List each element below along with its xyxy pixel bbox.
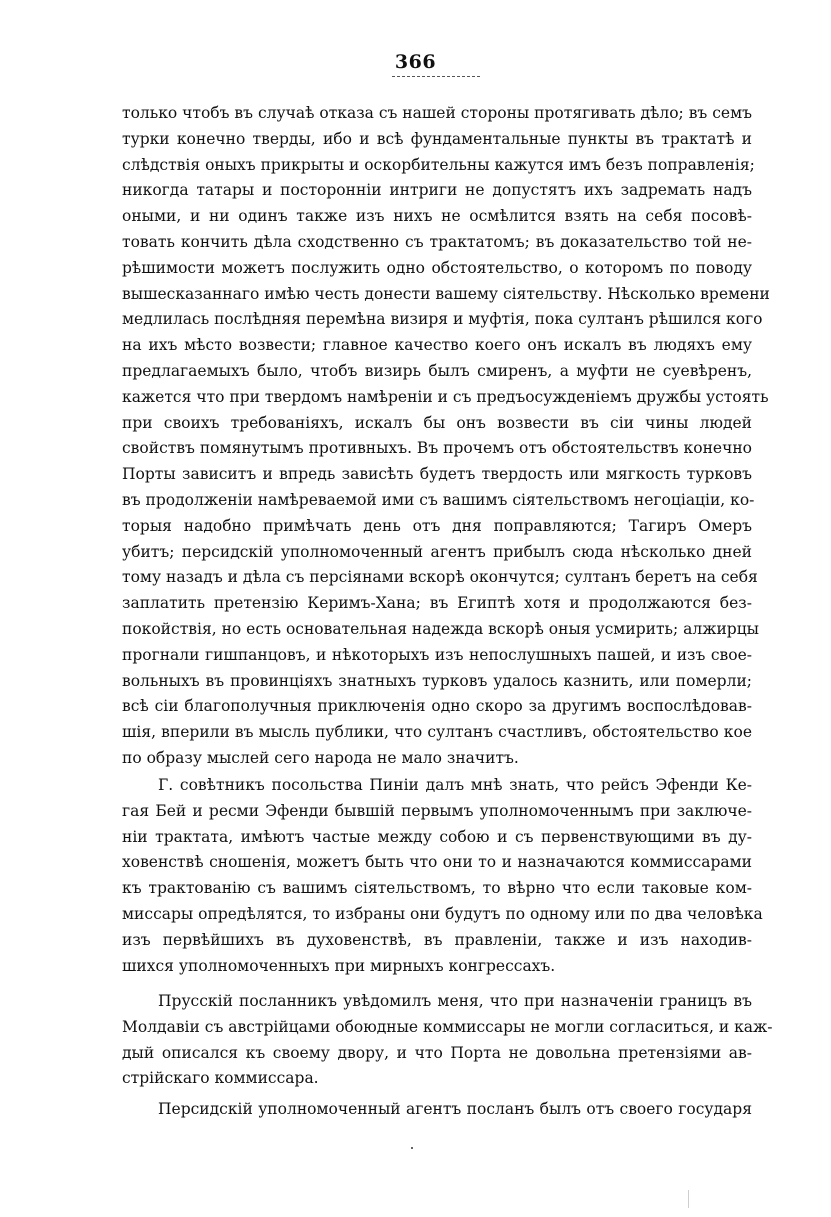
text-line: ховенствѣ сношенія, можетъ быть что они то и назначаются коммиссарами (122, 853, 752, 872)
text-line: въ продолженіи намѣреваемой ими съ вашимъ сіятельствомъ негоціаціи, ко- (122, 490, 755, 509)
text-line: при своихъ требованіяхъ, искалъ бы онъ возвести въ сіи чины людей (122, 413, 752, 432)
text-line: турки конечно тверды, ибо и всѣ фундаментальные пункты въ трактатѣ и (122, 129, 752, 148)
text-line: миссары опредѣлятся, то избраны они будутъ по одному или по два человѣка (122, 904, 763, 923)
text-line: шія, вперили въ мысль публики, что султанъ счастливъ, обстоятельство кое (122, 723, 752, 742)
text-line: Молдавіи съ австрійцами обоюдные коммиссары не могли согласиться, и каж- (122, 1017, 773, 1036)
text-line: никогда татары и посторонніи интриги не допустятъ ихъ задремать надъ (122, 181, 752, 200)
text-line: всѣ сіи благополучныя приключенія одно скоро за другимъ воспослѣдовав- (122, 697, 752, 716)
text-line: свойствъ помянутымъ противныхъ. Въ прочемъ отъ обстоятельствъ конечно (122, 439, 752, 458)
text-line: изъ первѣйшихъ въ духовенствѣ, въ правленіи, также и изъ находив- (122, 930, 752, 949)
text-line: прогнали гишпанцовъ, и нѣкоторыхъ изъ непослушныхъ пашей, и изъ свое- (122, 645, 752, 664)
text-line: медлилась послѣдняя перемѣна визиря и муфтія, пока султанъ рѣшился кого (122, 310, 763, 329)
text-line: вольныхъ въ провинціяхъ знатныхъ турковъ удалось казнить, или померли; (122, 671, 752, 690)
paragraph (122, 1097, 752, 1123)
header-rule (392, 76, 480, 77)
text-line: кажется что при твердомъ намѣреніи и съ предъосужденіемъ дружбы устоять (122, 387, 769, 406)
page-number: 366 (394, 51, 437, 73)
text-line: рѣшимости можетъ послужить одно обстоятельство, о которомъ по поводу (122, 258, 752, 277)
text-line: ніи трактата, имѣютъ частые между собою и съ первенствующими въ ду- (122, 827, 752, 846)
text-line: товать кончить дѣла сходственно съ трактатомъ; въ доказательство той не- (122, 232, 752, 251)
text-line: предлагаемыхъ было, чтобъ визирь былъ смиренъ, а муфти не суевѣренъ, (122, 361, 752, 380)
paragraph (122, 773, 763, 979)
paragraph (122, 101, 770, 772)
scan-mark (688, 1190, 689, 1208)
text-line: оными, и ни одинъ также изъ нихъ не осмѣлится взять на себя посовѣ- (122, 207, 752, 226)
text-line: гая Бей и ресми Эфенди бывшій первымъ уполномоченнымъ при заключе- (122, 801, 752, 820)
text-line: на ихъ мѣсто возвести; главное качество коего онъ искалъ въ людяхъ ему (122, 336, 752, 355)
text-line: дый описался къ своему двору, и что Порта не довольна претензіями ав- (122, 1043, 752, 1062)
text-line: Персидскій уполномоченный агентъ посланъ былъ отъ своего государя (158, 1100, 752, 1118)
text-line: торыя надобно примѣчать день отъ дня поправляются; Тагиръ Омеръ (122, 516, 752, 535)
ink-speck (411, 1147, 413, 1149)
text-line: покойствія, но есть основательная надежда вскорѣ оныя усмирить; алжирцы (122, 619, 760, 638)
text-line: по образу мыслей сего народа не мало значитъ. (122, 748, 519, 767)
text-line: къ трактованію съ вашимъ сіятельствомъ, то вѣрно что если таковые ком- (122, 879, 752, 898)
text-line: убитъ; персидскій уполномоченный агентъ прибылъ сюда нѣсколько дней (122, 542, 752, 561)
text-line: слѣдствія оныхъ прикрыты и оскорбительны кажутся имъ безъ поправленія; (122, 155, 755, 174)
text-line: заплатить претензію Керимъ-Хана; въ Египтѣ хотя и продолжаются без- (122, 594, 752, 613)
text-line: стрійскаго коммиссара. (122, 1069, 319, 1088)
paragraph (122, 989, 773, 1092)
text-line: вышесказаннаго имѣю честь донести вашему сіятельству. Нѣсколько времени (122, 284, 770, 303)
text-line: тому назадъ и дѣла съ персіянами вскорѣ окончутся; султанъ беретъ на себя (122, 568, 758, 587)
text-line: Г. совѣтникъ посольства Пиніи далъ мнѣ знать, что рейсъ Эфенди Ке- (158, 776, 752, 794)
text-line: Порты зависитъ и впредь зависѣть будетъ твердость или мягкость турковъ (122, 465, 752, 484)
text-line: только чтобъ въ случаѣ отказа съ нашей стороны протягивать дѣло; въ семъ (122, 104, 752, 122)
text-line: Прусскій посланникъ увѣдомилъ меня, что при назначеніи границъ въ (158, 992, 752, 1010)
text-line: шихся уполномоченныхъ при мирныхъ конгрессахъ. (122, 956, 556, 975)
